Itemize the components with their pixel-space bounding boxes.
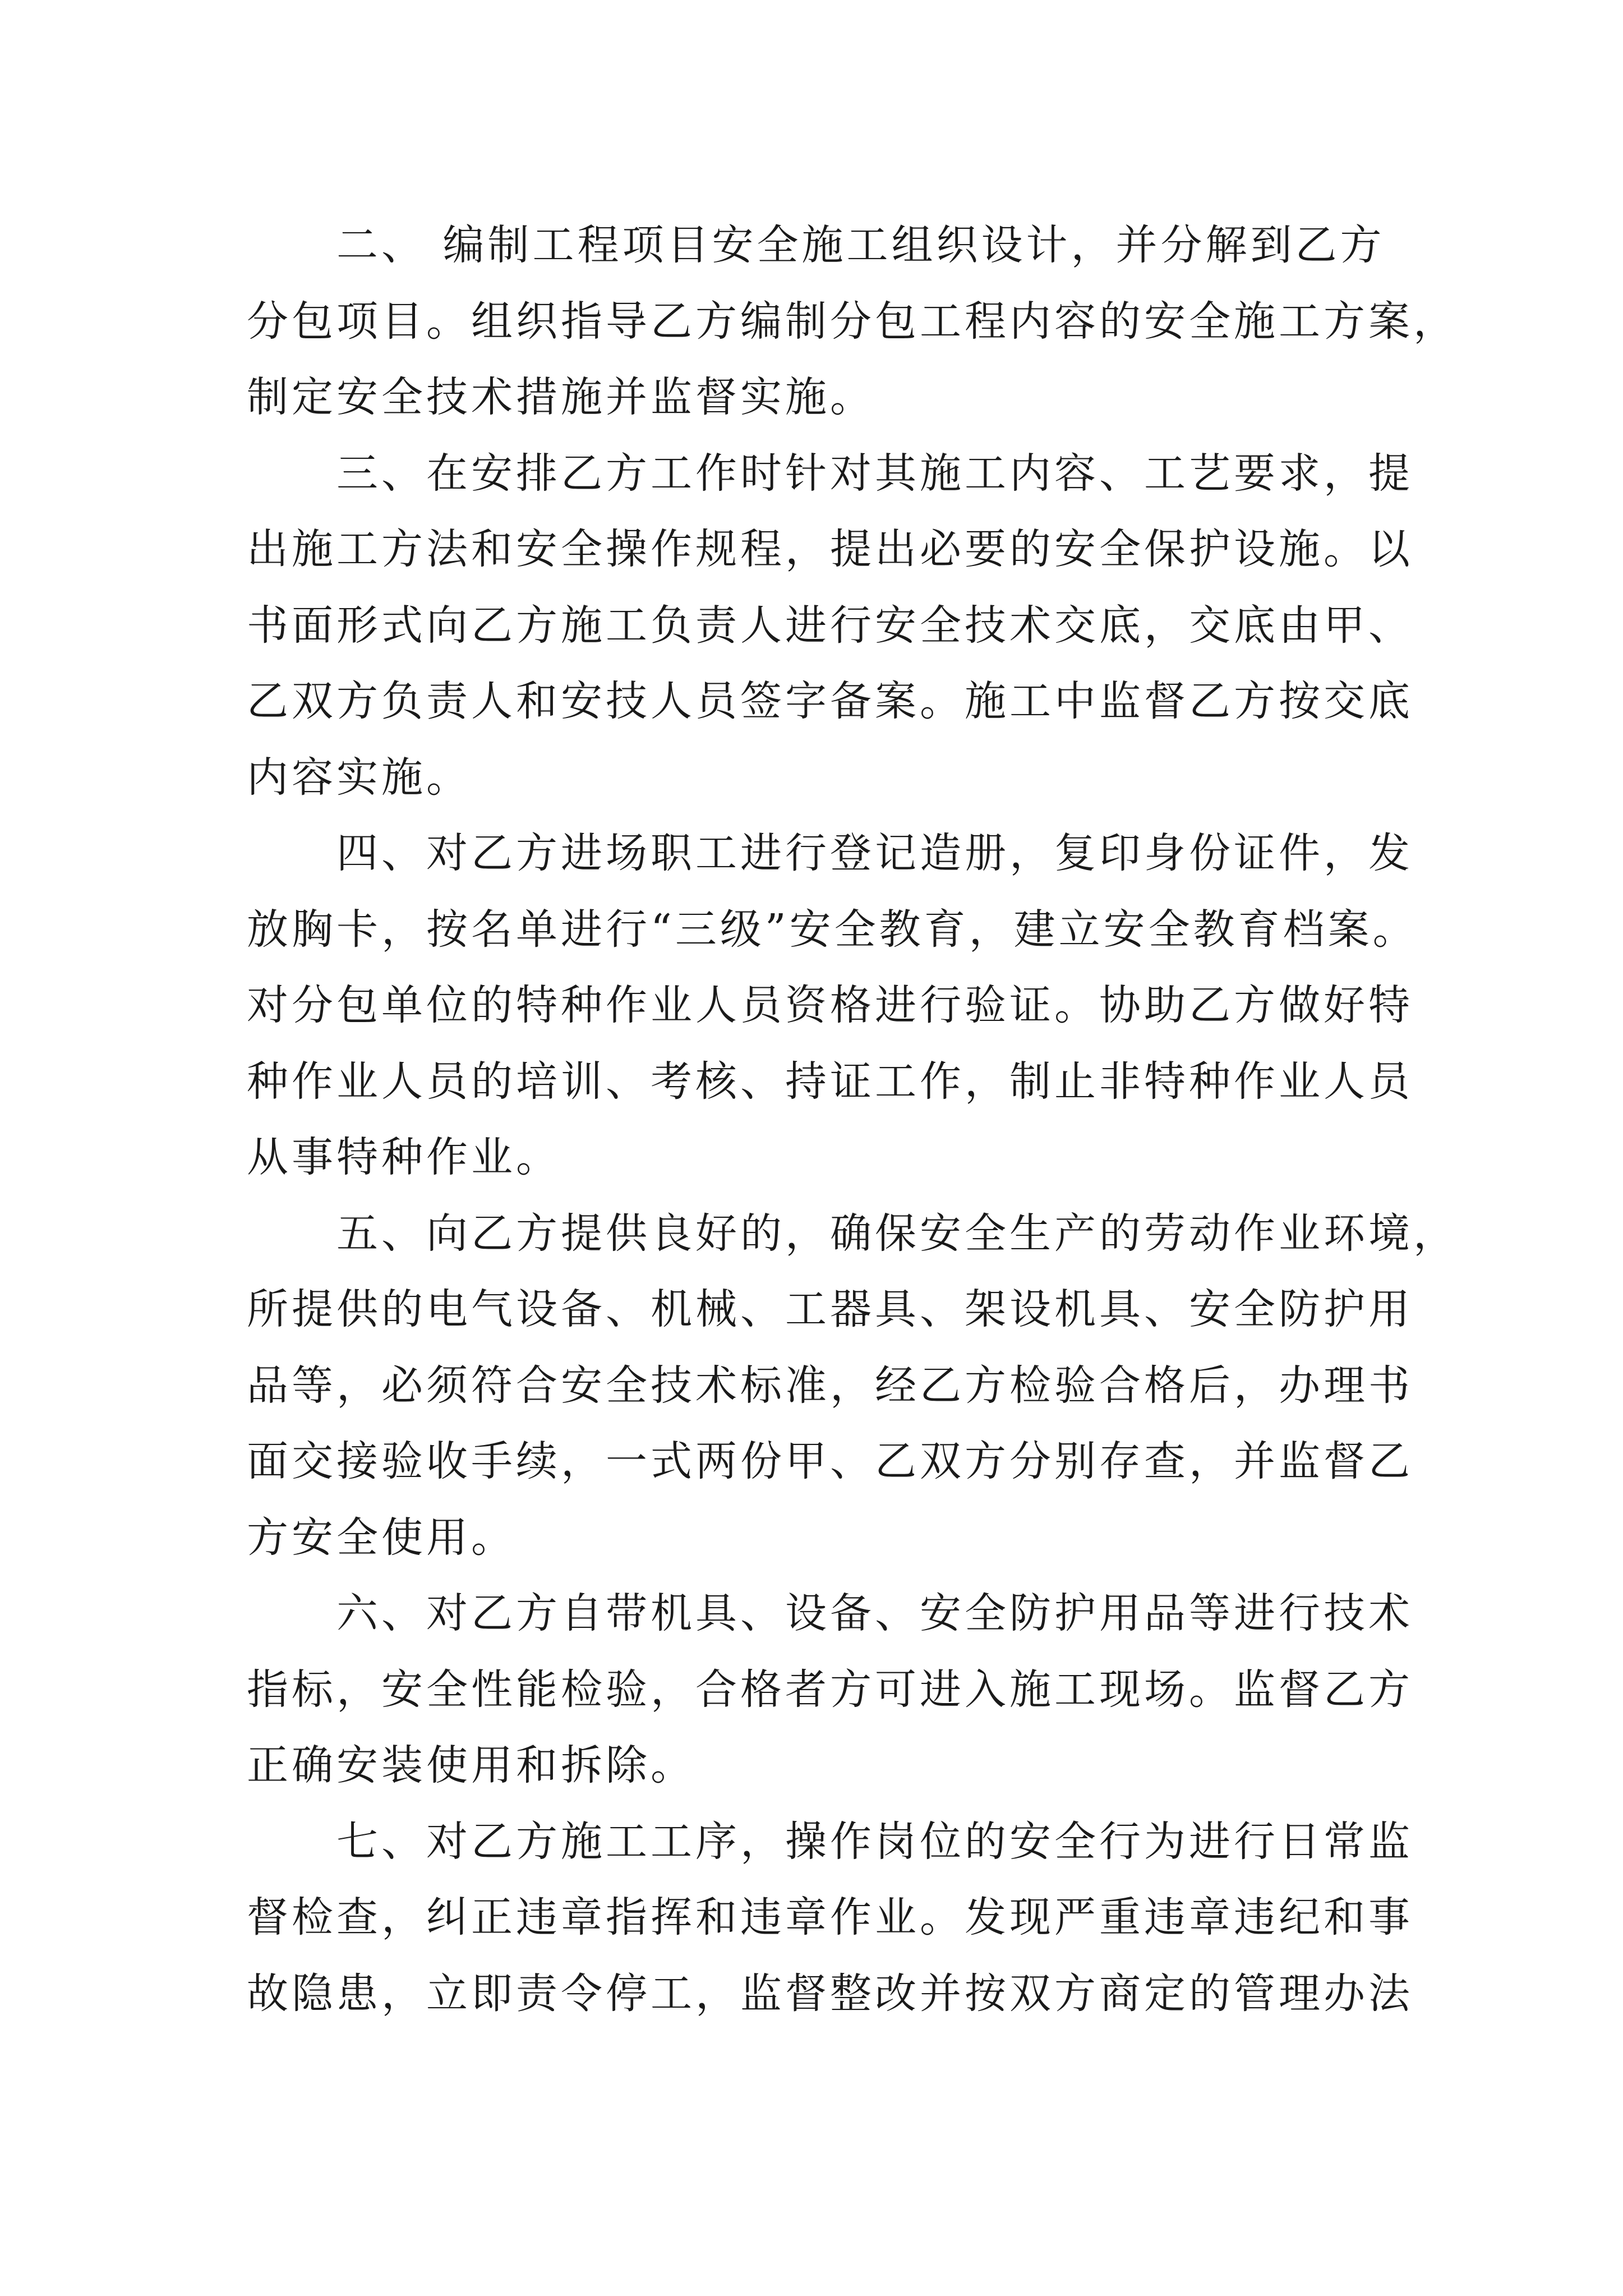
paragraph-5 bbox=[247, 1196, 1458, 1576]
paragraph-line: 五、向乙方提供良好的，确保安全生产的劳动作业环境， bbox=[336, 1209, 1458, 1258]
paragraph-6 bbox=[247, 1576, 1413, 1804]
paragraph-line: 方安全使用。 bbox=[247, 1513, 516, 1562]
paragraph-line: 正确安装使用和拆除。 bbox=[247, 1741, 695, 1789]
paragraph-line: 种作业人员的培训、考核、持证工作，制止非特种作业人员 bbox=[247, 1057, 1413, 1106]
paragraph-line: 三、在安排乙方工作时针对其施工内容、工艺要求，提 bbox=[336, 449, 1413, 498]
paragraph-line: 故隐患，立即责令停工，监督整改并按双方商定的管理办法 bbox=[247, 1969, 1413, 2018]
paragraph-line: 内容实施。 bbox=[247, 753, 471, 802]
document-body bbox=[247, 208, 1458, 2032]
paragraph-line: 所提供的电气设备、机械、工器具、架设机具、安全防护用 bbox=[247, 1285, 1413, 1333]
paragraph-line: 六、对乙方自带机具、设备、安全防护用品等进行技术 bbox=[336, 1589, 1413, 1637]
paragraph-line: 指标，安全性能检验，合格者方可进入施工现场。监督乙方 bbox=[247, 1665, 1413, 1714]
paragraph-line: 书面形式向乙方施工负责人进行安全技术交底，交底由甲、 bbox=[247, 601, 1413, 650]
paragraph-line: 从事特种作业。 bbox=[247, 1133, 561, 1181]
paragraph-line: 乙双方负责人和安技人员签字备案。施工中监督乙方按交底 bbox=[247, 677, 1413, 725]
paragraph-line: 放胸卡，按名单进行“三级”安全教育，建立安全教育档案。 bbox=[247, 905, 1418, 954]
paragraph-line: 分包项目。组织指导乙方编制分包工程内容的安全施工方案， bbox=[247, 297, 1458, 346]
paragraph-line: 四、对乙方进场职工进行登记造册，复印身份证件，发 bbox=[336, 829, 1413, 877]
paragraph-line: 二、 编制工程项目安全施工组织设计，并分解到乙方 bbox=[336, 221, 1385, 269]
paragraph-line: 面交接验收手续，一式两份甲、乙双方分别存查，并监督乙 bbox=[247, 1437, 1413, 1485]
paragraph-2 bbox=[247, 208, 1458, 436]
paragraph-7 bbox=[247, 1804, 1413, 2032]
paragraph-4 bbox=[247, 816, 1418, 1196]
paragraph-line: 品等，必须符合安全技术标准，经乙方检验合格后，办理书 bbox=[247, 1361, 1413, 1410]
paragraph-line: 七、对乙方施工工序，操作岗位的安全行为进行日常监 bbox=[336, 1817, 1413, 1866]
paragraph-line: 制定安全技术措施并监督实施。 bbox=[247, 373, 875, 421]
paragraph-line: 督检查，纠正违章指挥和违章作业。发现严重违章违纪和事 bbox=[247, 1893, 1413, 1941]
paragraph-3 bbox=[247, 436, 1413, 816]
paragraph-line: 出施工方法和安全操作规程，提出必要的安全保护设施。以 bbox=[247, 525, 1413, 573]
paragraph-line: 对分包单位的特种作业人员资格进行验证。协助乙方做好特 bbox=[247, 981, 1413, 1029]
